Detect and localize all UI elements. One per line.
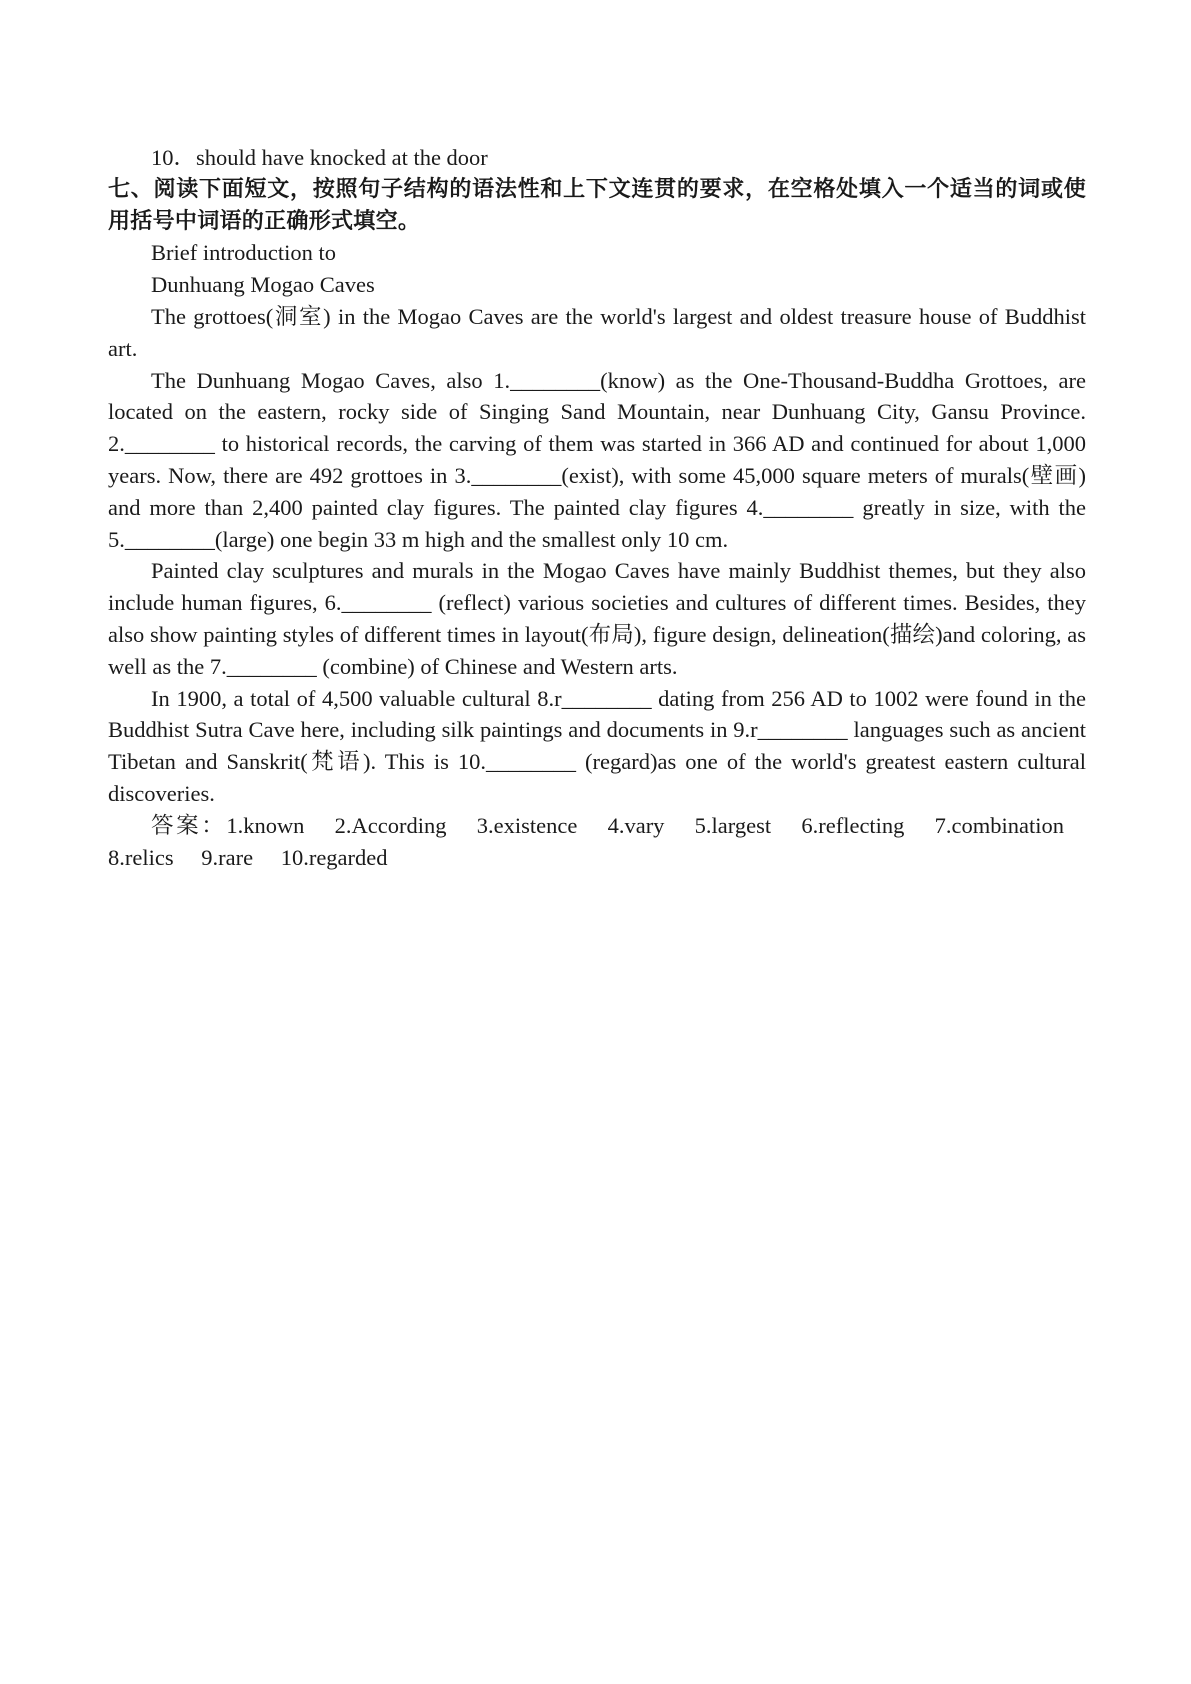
- answer-key: [108, 810, 1086, 874]
- passage-paragraph-4: In 1900, a total of 4,500 valuable cultural 8.r________ dating from 256 AD to 1002 were found in the Buddhist Sutra Cave here, including silk paintings and documents in 9.r________ languages such as ancient Tibetan and Sanskrit(梵语). This is 10.________ (regard)as one of the world's greatest eastern cultural discoveries.: [108, 685, 1086, 806]
- answer-item: 9.rare: [201, 844, 254, 870]
- answer-item: 4.vary: [607, 812, 665, 838]
- answer-item: 1.known: [226, 812, 305, 838]
- answer-item: 6.reflecting: [801, 812, 905, 838]
- answer-item: 10.regarded: [280, 844, 388, 870]
- answer-item: 8.relics: [108, 844, 174, 870]
- passage-paragraph-2: The Dunhuang Mogao Caves, also 1.________(know) as the One-Thousand-Buddha Grottoes, are located on the eastern, rocky side of Singing Sand Mountain, near Dunhuang City, Gansu Province. 2.________ to historical records, the carving of them was started in 366 AD and continued for about 1,000 years. Now, there are 492 grottoes in 3.________(exist), with some 45,000 square meters of murals(壁画) and more than 2,400 painted clay figures. The painted clay figures 4.________ greatly in size, with the 5.________(large) one begin 33 m high and the smallest only 10 cm.: [108, 367, 1086, 552]
- answer-item: 5.largest: [694, 812, 772, 838]
- passage-title-line-2: Dunhuang Mogao Caves: [151, 272, 375, 298]
- passage-paragraph-1: The grottoes(洞室) in the Mogao Caves are the world's largest and oldest treasure house of Buddhist art.: [108, 303, 1086, 361]
- passage-paragraph-3: Painted clay sculptures and murals in the Mogao Caves have mainly Buddhist themes, but they also include human figures, 6.________ (reflect) various societies and cultures of different times. Besides, they also show painting styles of different times in layout(布局), figure design, delineation(描绘)and coloring, as well as the 7.________ (combine) of Chinese and Western arts.: [108, 558, 1086, 679]
- answer-item: 7.combination: [934, 812, 1065, 838]
- previous-answer-line: 10．should have knocked at the door: [151, 145, 488, 170]
- answer-item: 3.existence: [476, 812, 578, 838]
- document-page: [108, 142, 1086, 873]
- passage-title-line-1: Brief introduction to: [151, 240, 336, 266]
- answer-item: 2.According: [334, 812, 447, 838]
- section-heading: 七、阅读下面短文，按照句子结构的语法性和上下文连贯的要求，在空格处填入一个适当的词或使用括号中词语的正确形式填空。: [108, 176, 1086, 234]
- answer-key-label: 答案：: [151, 812, 227, 838]
